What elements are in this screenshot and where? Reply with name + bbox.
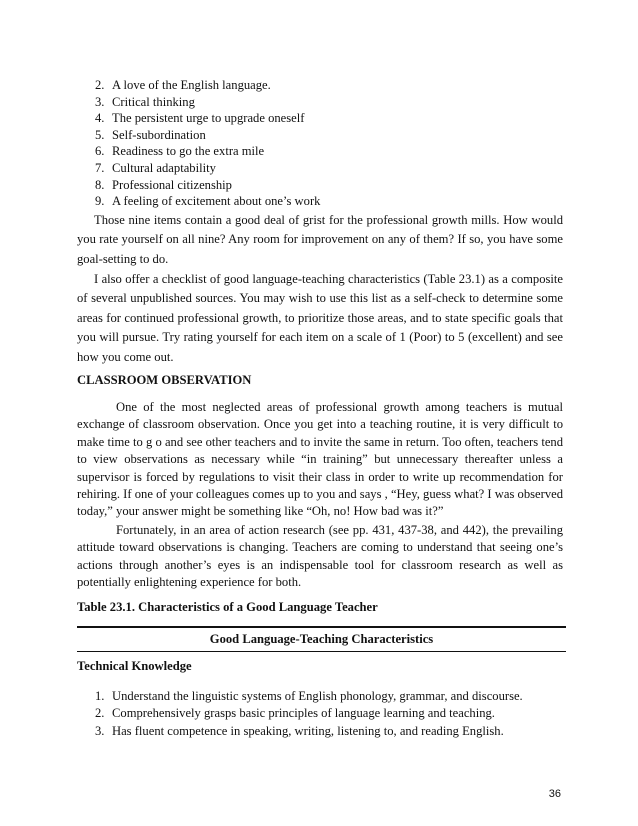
list-item-text: A love of the English language. [112, 78, 271, 92]
list-item: 7. Cultural adaptability [95, 160, 216, 175]
list-item-text: Self-subordination [112, 127, 206, 142]
table-row: 1. Understand the linguistic systems of English phonology, grammar, and discourse. [95, 689, 523, 703]
table-caption: Table 23.1. Characteristics of a Good Language Teacher [77, 600, 378, 614]
list-item-text: Readiness to go the extra mile [112, 144, 265, 159]
table-header-rule [77, 651, 566, 652]
list-item: 4. The persistent urge to upgrade oneself [95, 111, 305, 126]
list-item-text: The persistent urge to upgrade oneself [112, 111, 305, 126]
table-section-technical-knowledge: Technical Knowledge [77, 659, 192, 673]
paragraph-observation: One of the most neglected areas of professional growth among teachers is mutual exchange of classroom observation. Once you get into a teaching routine, it is very difficult to make time to g o and see other teachers and to invite the same in return. Too often, teachers tend to view observations as necessary while “in training” but unnecessary thereafter unless a supervisor is forced by regulations to visit their class in order to write up recommendation for rehiring. If one of your colleagues comes up to you and says , “Hey, guess what? I was observed today,” your answer might be something like “Oh, no! How bad was it?” [77, 400, 563, 519]
table-row: 3. Has fluent competence in speaking, writing, listening to, and reading English. [95, 723, 504, 738]
list-item: 5. Self-subordination [95, 127, 206, 142]
list-item: 2. A love of the English language. [95, 78, 271, 92]
section-heading-classroom-observation: CLASSROOM OBSERVATION [77, 373, 252, 387]
list-item-text: A feeling of excitement about one’s work [112, 194, 321, 209]
list-item: 8. Professional citizenship [95, 177, 232, 192]
list-item-text: Critical thinking [112, 94, 195, 109]
list-item-text: Cultural adaptability [112, 160, 216, 175]
list-item: 9. A feeling of excitement about one’s work [95, 194, 321, 209]
table-row: 2. Comprehensively grasps basic principles of language learning and teaching. [95, 706, 495, 721]
intro-numbered-list [95, 77, 320, 210]
list-item-text: Professional citizenship [112, 177, 232, 192]
page-number: 36 [548, 788, 561, 800]
paragraph-grist: Those nine items contain a good deal of grist for the professional growth mills. How would you rate yourself on all nine? Any room for improvement on any of them? If so, you have some goal-setting to do. [77, 213, 563, 266]
table-item-text: Has fluent competence in speaking, writing, listening to, and reading English. [112, 723, 504, 738]
list-item: 6. Readiness to go the extra mile [95, 144, 265, 159]
table-top-rule [77, 626, 566, 628]
paragraph-checklist: I also offer a checklist of good language-teaching characteristics (Table 23.1) as a composite of several unpublished sources. You may wish to use this list as a self-check to determine some areas for continued professional growth, to prioritize those areas, and to state specific goals that you will pursue. Try rating yourself for each item on a scale of 1 (Poor) to 5 (excellent) and see how you come out. [77, 272, 563, 364]
paragraph-action-research: Fortunately, in an area of action research (see pp. 431, 437-38, and 442), the prevailing attitude toward observations is changing. Teachers are coming to understand that seeing one’s actions through another’s eyes is an indispensable tool for classroom research as well as potentially enlightening experience for both. [77, 523, 563, 590]
table-header: Good Language-Teaching Characteristics [209, 632, 434, 646]
list-item: 3. Critical thinking [95, 94, 195, 109]
table-item-text: Understand the linguistic systems of English phonology, grammar, and discourse. [112, 689, 523, 703]
table-item-text: Comprehensively grasps basic principles of language learning and teaching. [112, 706, 495, 721]
table-item-list [95, 688, 523, 740]
